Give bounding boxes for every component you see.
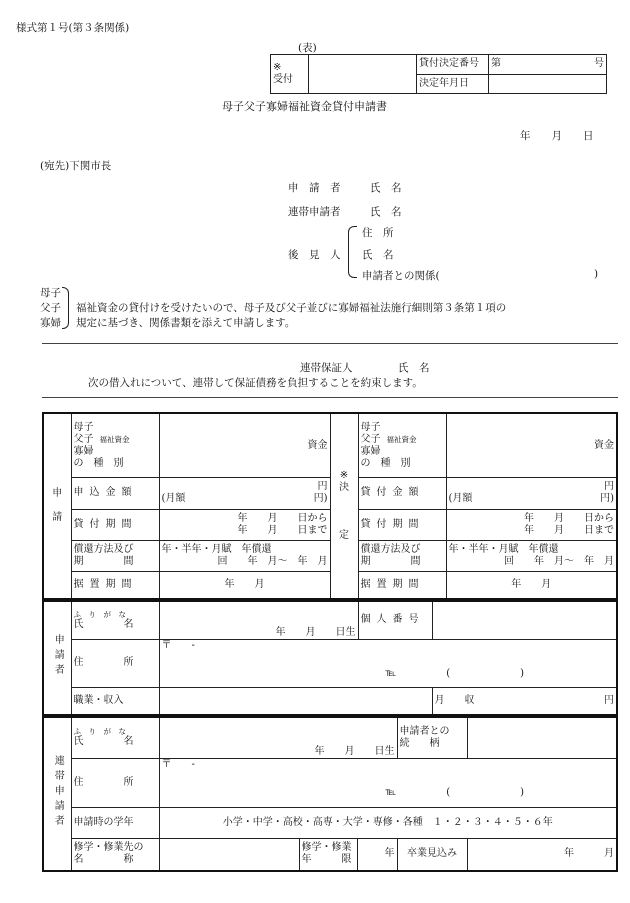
applicant-side: 申請者 — [43, 601, 71, 715]
receipt-mark: ※ — [273, 62, 282, 73]
loan-amount-field[interactable]: 円 (月額 円) — [446, 478, 617, 509]
loan-period-field-right[interactable]: 年 月 日から 年 月 日まで — [446, 509, 617, 540]
loan-number-field[interactable]: 第 号 — [489, 55, 607, 75]
co-address-label: 住 所 — [71, 758, 159, 807]
statement-brace — [62, 287, 69, 329]
graduation-label: 卒業見込み — [397, 838, 467, 871]
repay-label-left: 償還方法及び 期 間 — [71, 540, 159, 571]
guardian-name-label: 氏 名 — [362, 249, 394, 261]
fund-type-field-right[interactable]: 資金 — [446, 413, 617, 478]
years-label: 修学・修業 年 限 — [299, 838, 357, 871]
fund-type-field-left[interactable]: 資金 — [159, 413, 330, 478]
guardian-brace — [348, 226, 357, 278]
divider-1 — [42, 343, 618, 344]
grace-label-left: 据置期間 — [71, 572, 159, 599]
repay-field-left[interactable]: 年・半年・月賦 年償還 回 年 月〜 年 月 — [159, 540, 330, 571]
graduation-field[interactable]: 年 月 — [467, 838, 617, 871]
repay-field-right[interactable]: 年・半年・月賦 年償還 回 年 月〜 年 月 — [446, 540, 617, 571]
loan-number-label: 貸付決定番号 — [417, 55, 489, 75]
statement-kafu: 寡婦 — [40, 317, 61, 329]
receipt-label: 受付 — [273, 74, 293, 85]
loan-period-label-left: 貸付期間 — [71, 509, 159, 540]
grace-field-left[interactable]: 年 月 — [159, 572, 330, 599]
loan-amount-label: 貸付金額 — [358, 478, 446, 509]
co-name-field[interactable]: 年 月 日生 — [159, 717, 397, 758]
loan-period-label-right: 貸付期間 — [358, 509, 446, 540]
form-number: 様式第１号(第３条関係) — [16, 22, 130, 34]
guardian-label: 後 見 人 — [288, 249, 341, 261]
kettei-side: ※ 決 定 — [330, 413, 358, 599]
co-address-field[interactable]: 〒 - ℡ ( ) — [159, 758, 617, 807]
applicant-table — [42, 600, 618, 716]
statement-boshi: 母子 — [40, 287, 61, 299]
addressee: (宛先)下関市長 — [40, 160, 112, 172]
applicant-name-label: 氏 名 — [370, 182, 402, 194]
job-income-field[interactable] — [159, 687, 432, 715]
statement-fushi: 父子 — [40, 302, 61, 314]
school-label: 修学・修業先の 名 称 — [71, 838, 159, 871]
guarantor-name-label: 氏 名 — [398, 362, 430, 374]
application-date[interactable]: 年 月 日 — [520, 130, 594, 142]
guardian-relation-close: ) — [594, 268, 599, 280]
co-applicant-label: 連帯申請者 — [288, 206, 341, 218]
apply-amount-label: 申込金額 — [71, 478, 159, 509]
guardian-address-label: 住 所 — [362, 227, 394, 239]
grade-options[interactable]: 小学・中学・高校・高専・大学・専修・各種 １・２・３・４・５・６年 — [159, 807, 617, 838]
grade-label: 申請時の学年 — [71, 807, 159, 838]
co-applicant-side: 連帯申請者 — [43, 717, 71, 871]
co-relation-label: 申請者との 続 柄 — [397, 717, 467, 758]
fund-type-label-right: 母子 父子 福祉資金 寡婦 の 種 別 — [358, 413, 446, 478]
grace-label-right: 据置期間 — [358, 572, 446, 599]
co-applicant-table — [42, 716, 618, 872]
co-applicant-name-label: 氏 名 — [370, 206, 402, 218]
co-relation-field[interactable] — [467, 717, 617, 758]
guarantor-label: 連帯保証人 — [300, 362, 353, 374]
school-field[interactable] — [159, 838, 299, 871]
applicant-name-field[interactable]: 年 月 日生 — [159, 601, 358, 639]
repay-label-right: 償還方法及び 期 間 — [358, 540, 446, 571]
applicant-address-field[interactable]: 〒 - ℡ ( ) — [159, 639, 617, 687]
receipt-table — [270, 54, 607, 94]
apply-amount-field[interactable]: 円 (月額 円) — [159, 478, 330, 509]
divider-2 — [42, 397, 618, 398]
applicant-name-label-cell: ふ り が な 氏 名 — [71, 601, 159, 639]
fund-type-label-left: 母子 父子 福祉資金 寡婦 の 種 別 — [71, 413, 159, 478]
omote-label: (表) — [298, 42, 317, 54]
personal-number-field[interactable] — [432, 601, 617, 639]
statement-line-1: 福祉資金の貸付けを受けたいので、母子及び父子並びに寡婦福祉法施行細則第３条第１項の — [76, 302, 507, 314]
receipt-stamp-area[interactable] — [309, 55, 417, 94]
decision-date-field[interactable] — [489, 74, 607, 94]
co-name-label-cell: ふ り が な 氏 名 — [71, 717, 159, 758]
guarantor-statement: 次の借入れについて、連帯して保証債務を負担することを約束します。 — [88, 377, 423, 389]
loan-table — [42, 412, 618, 600]
job-income-label: 職業・収入 — [71, 687, 159, 715]
loan-period-field-left[interactable]: 年 月 日から 年 月 日まで — [159, 509, 330, 540]
document-title: 母子父子寡婦福祉資金貸付申請書 — [222, 100, 387, 113]
decision-date-label: 決定年月日 — [417, 74, 489, 94]
applicant-label: 申 請 者 — [288, 182, 341, 194]
statement-line-2: 規定に基づき、関係書類を添えて申請します。 — [76, 317, 296, 329]
personal-number-label: 個人番号 — [358, 601, 432, 639]
applicant-address-label: 住 所 — [71, 639, 159, 687]
grace-field-right[interactable]: 年 月 — [446, 572, 617, 599]
guardian-relation-label: 申請者との関係( — [362, 270, 440, 282]
shinsei-side: 申 請 — [43, 413, 71, 599]
years-field[interactable]: 年 — [357, 838, 397, 871]
monthly-income-field[interactable]: 月 収 円 — [432, 687, 617, 715]
